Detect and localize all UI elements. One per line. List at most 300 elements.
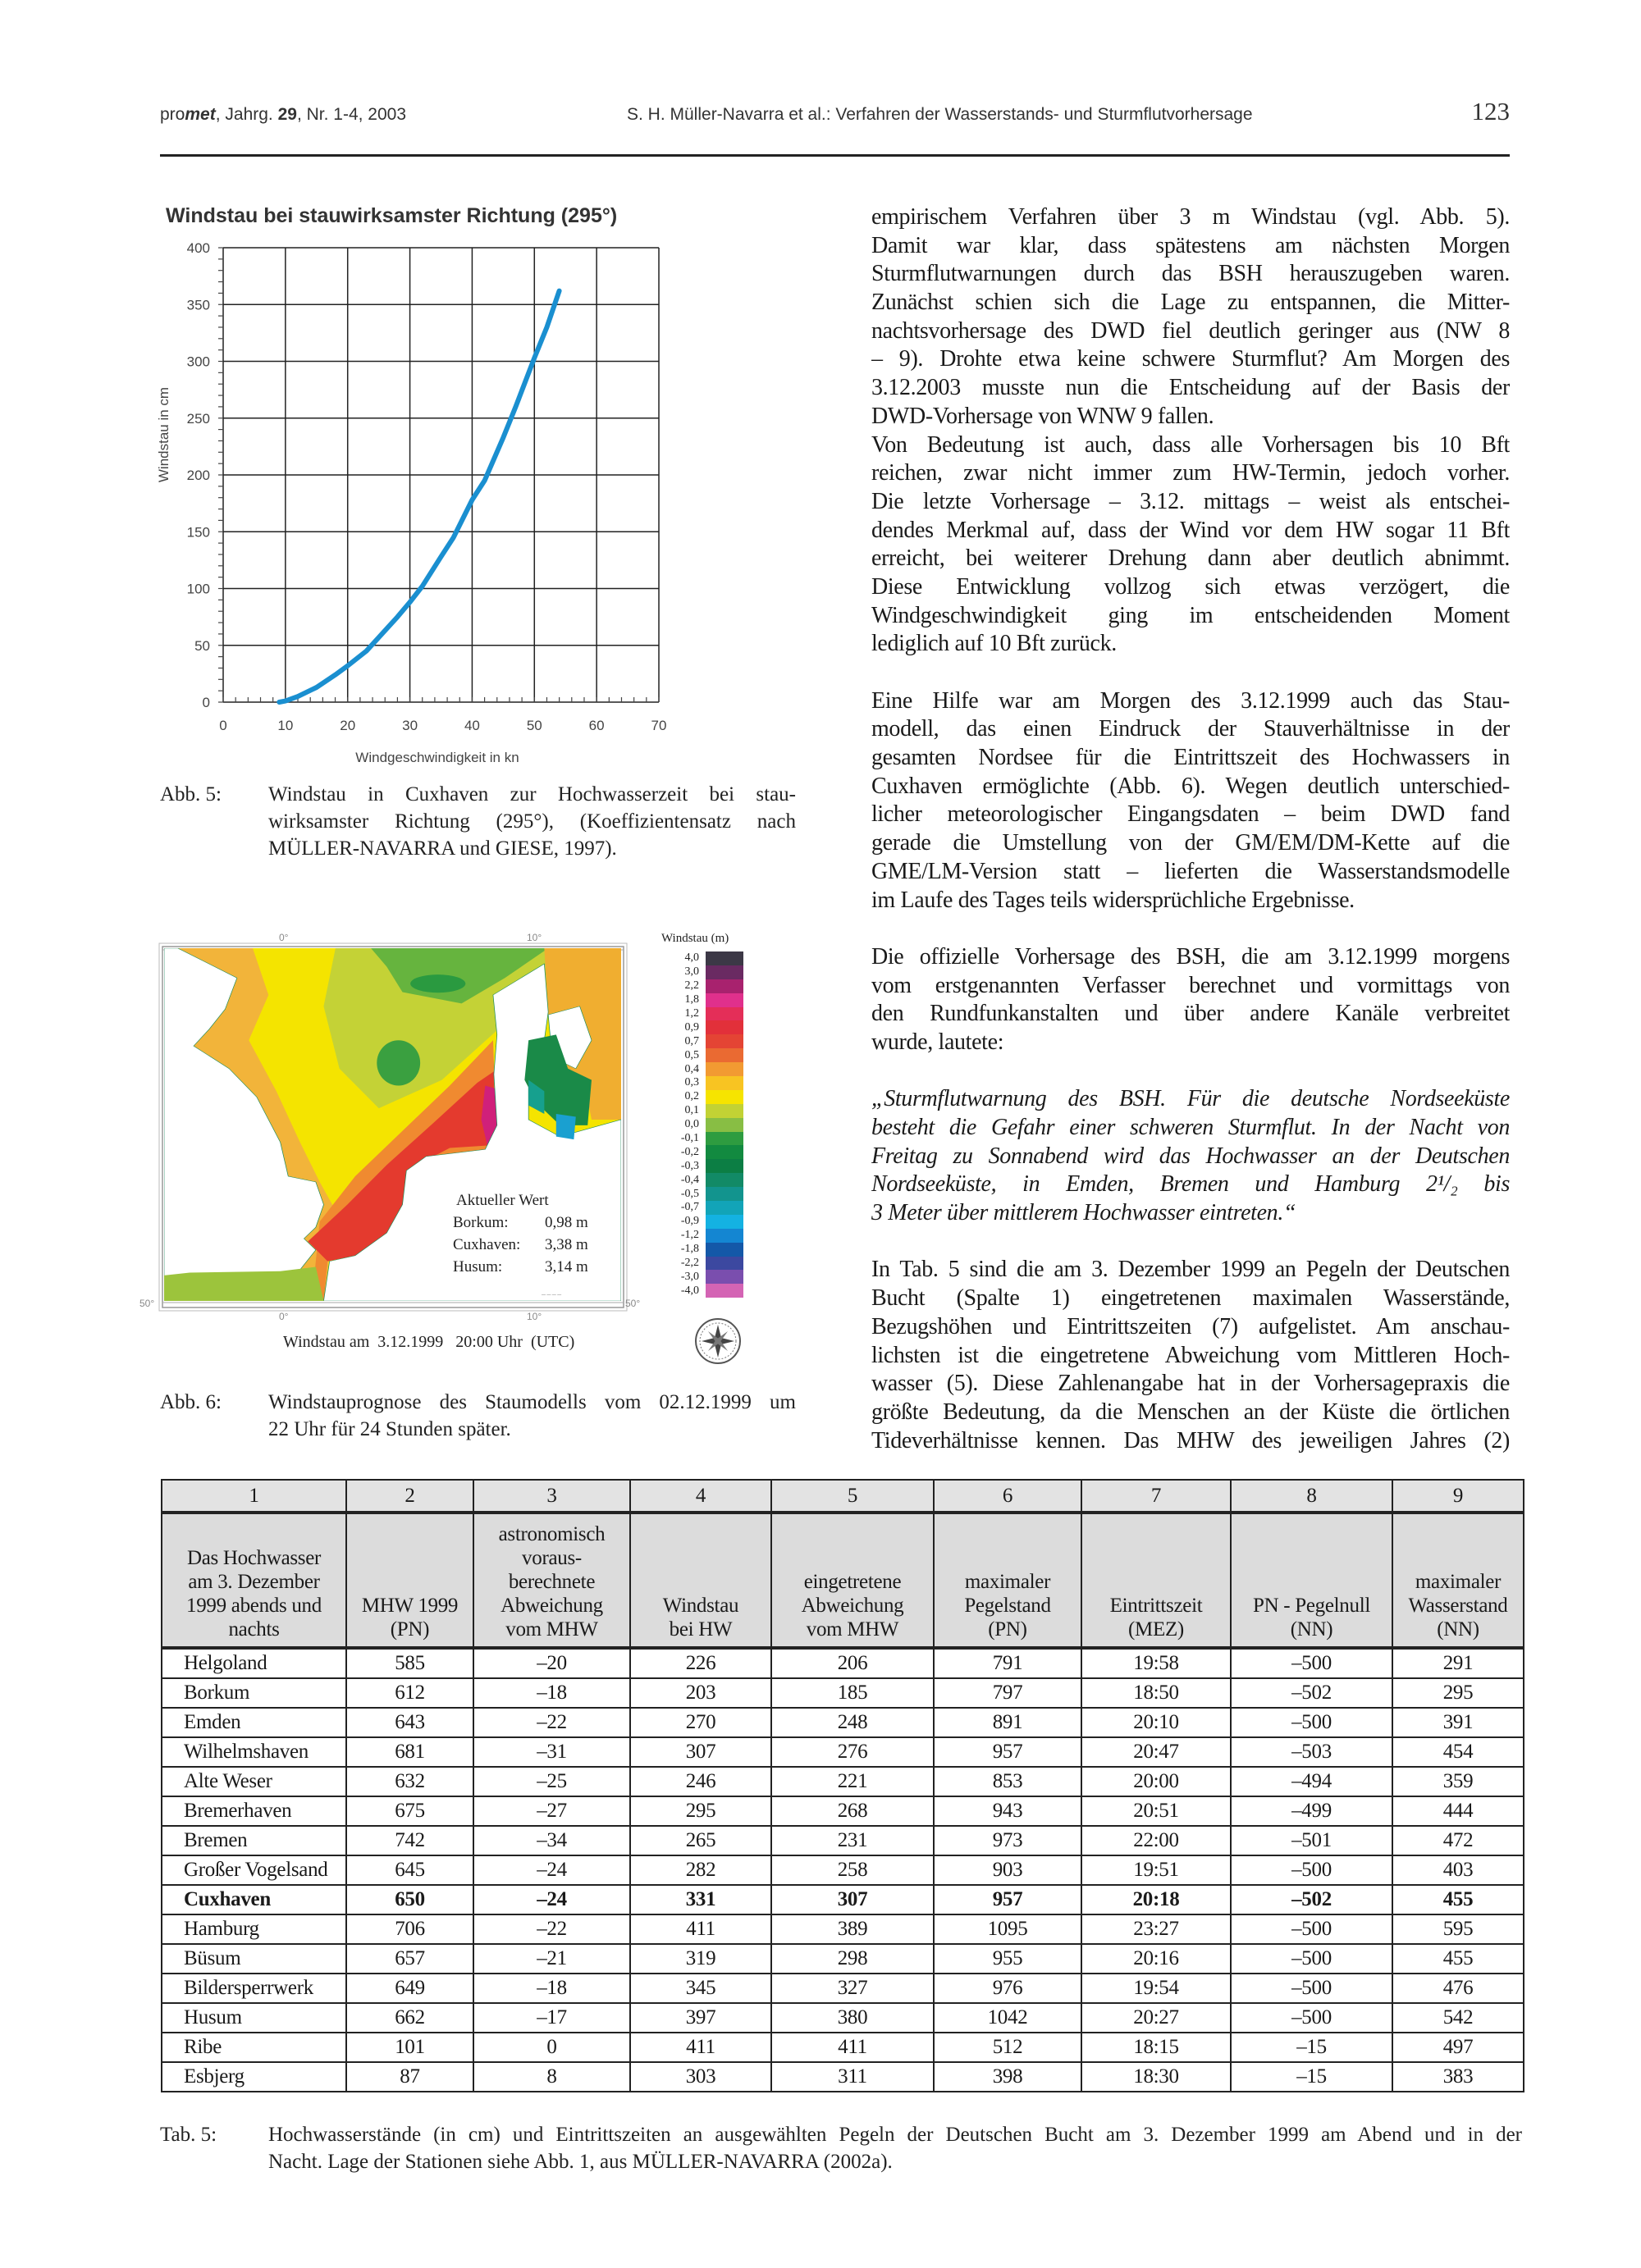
column-number: 8 (1231, 1480, 1392, 1513)
value-cell: 706 (346, 1914, 473, 1944)
legend-swatch (706, 1187, 743, 1201)
value-cell: –503 (1231, 1737, 1392, 1767)
x-tick-label: 50 (526, 718, 542, 733)
text-line: 3 Meter über mittlerem Hochwasser eintreten.“ (871, 1200, 1296, 1226)
y-tick-label: 250 (186, 410, 210, 427)
column-header-line: Pegelstand (964, 1595, 1051, 1617)
text-line: im Laufe des Tages teils widersprüchliche Ergebnisse. (871, 887, 1355, 913)
legend-entry (656, 1159, 763, 1173)
value-cell: 87 (346, 2062, 473, 2092)
legend-swatch (706, 979, 743, 993)
y-tick-label: 50 (194, 637, 210, 654)
legend-entry (656, 1034, 763, 1048)
value-cell: 319 (630, 1944, 771, 1974)
text-line: licher meteorologischer Eingangsdaten – beim DWD fand (871, 801, 1510, 828)
map-subtitle: Windstau am 3.12.1999 20:00 Uhr (UTC) (283, 1333, 575, 1351)
x-tick-label: 70 (651, 718, 667, 733)
legend-entry (656, 1020, 763, 1034)
text-line: Die offizielle Vorhersage des BSH, die am 3.12.1999 morgens (871, 943, 1510, 970)
value-cell: 265 (630, 1826, 771, 1855)
chart-xlabel: Windgeschwindigkeit in kn (355, 750, 519, 765)
legend-label: -4,0 (680, 1284, 699, 1297)
column-number: 1 (162, 1480, 346, 1513)
value-cell: 185 (771, 1678, 934, 1708)
value-cell: 345 (630, 1974, 771, 2003)
value-cell: 291 (1392, 1648, 1524, 1678)
legend-swatch (706, 1159, 743, 1173)
value-cell: 20:16 (1081, 1944, 1231, 1974)
lon-label-10-bottom: 10° (527, 1311, 542, 1321)
value-cell: 472 (1392, 1826, 1524, 1855)
journal-year: , Jahrg. (215, 105, 278, 124)
value-cell: 411 (630, 2033, 771, 2062)
table-row (162, 1855, 1524, 1885)
y-tick-label: 100 (186, 581, 210, 597)
value-cell: 8 (473, 2062, 630, 2092)
column-header-line: vom MHW (505, 1618, 598, 1641)
value-cell: 632 (346, 1767, 473, 1796)
column-header (771, 1513, 934, 1648)
caption-label: Tab. 5: (160, 2124, 217, 2146)
legend-label: -0,9 (680, 1215, 699, 1228)
legend-swatch (706, 1257, 743, 1271)
value-cell: 681 (346, 1737, 473, 1767)
column-header-line: Das Hochwasser (186, 1547, 322, 1569)
value-cell: 20:10 (1081, 1708, 1231, 1737)
legend-label: -1,2 (680, 1229, 699, 1242)
value-cell: 444 (1392, 1796, 1524, 1826)
column-number: 2 (346, 1480, 473, 1513)
legend-entry (656, 1104, 763, 1118)
value-cell: 512 (934, 2033, 1081, 2062)
value-cell: 20:18 (1081, 1885, 1231, 1914)
text-line: besteht die Gefahr einer schweren Sturmflut. In der Nacht von (871, 1115, 1510, 1140)
value-cell: 645 (346, 1855, 473, 1885)
value-cell: 246 (630, 1767, 771, 1796)
table-row (162, 1914, 1524, 1944)
value-cell: 295 (630, 1796, 771, 1826)
legend-title: Windstau (m) (661, 932, 729, 945)
legend-label: 0,7 (684, 1034, 699, 1047)
y-tick-label: 150 (186, 524, 210, 541)
text-line: gerade die Umstellung von der GM/EM/DM-Kette auf die (871, 830, 1510, 856)
station-cell: Cuxhaven (162, 1885, 346, 1914)
value-cell: –494 (1231, 1767, 1392, 1796)
table-row (162, 1648, 1524, 1678)
high-water-table (161, 1479, 1524, 2092)
text-line: Tideverhältnisse kennen. Das MHW des jeweiligen Jahres (2) (871, 1427, 1510, 1453)
legend-label: -1,8 (680, 1243, 699, 1256)
text-line: Sturmflutwarnungen durch das BSH herauszugeben waren. (871, 261, 1510, 287)
legend-label: -0,1 (680, 1132, 699, 1145)
legend-swatch (706, 1270, 743, 1284)
legend-swatch (706, 1007, 743, 1021)
legend-entry (656, 979, 763, 993)
legend-label: -0,3 (680, 1159, 699, 1172)
paragraph (871, 687, 1510, 915)
lat-label-left: 50° (139, 1298, 155, 1309)
legend-swatch (706, 1062, 743, 1076)
column-header-line: PN - Pegelnull (1252, 1595, 1371, 1617)
value-cell: –15 (1231, 2062, 1392, 2092)
station-cell: Esbjerg (162, 2062, 346, 2092)
text-line: GME/LM-Version statt – lieferten die Wasserstandsmodelle (871, 858, 1510, 884)
legend-swatch (706, 1243, 743, 1257)
text-line: Die letzte Vorhersage – 3.12. mittags – weist als entschei- (871, 488, 1510, 514)
value-cell: –34 (473, 1826, 630, 1855)
value-cell: 19:58 (1081, 1648, 1231, 1678)
value-cell: 650 (346, 1885, 473, 1914)
column-number: 7 (1081, 1480, 1231, 1513)
x-tick-label: 0 (219, 718, 227, 733)
value-cell: 20:00 (1081, 1767, 1231, 1796)
x-tick-label: 60 (588, 718, 605, 733)
value-cell: 18:30 (1081, 2062, 1231, 2092)
station-name: Husum: (453, 1258, 503, 1275)
legend-swatch (706, 1104, 743, 1118)
table-row (162, 1974, 1524, 2003)
legend-swatch (706, 1020, 743, 1034)
text-line: Eine Hilfe war am Morgen des 3.12.1999 auch das Stau- (871, 687, 1510, 714)
legend-entry (656, 951, 763, 965)
lat-label-right: 50° (625, 1298, 641, 1309)
text-line: Damit war klar, dass spätestens am nächsten Morgen (871, 232, 1510, 258)
caption-line: Windstau in Cuxhaven zur Hochwasserzeit bei stau- (268, 783, 796, 805)
column-header-line: vom MHW (806, 1618, 899, 1641)
caption-text (268, 1389, 796, 1443)
legend-entry (656, 1132, 763, 1146)
column-header-line: eingetretene (803, 1571, 902, 1593)
legend-label: -0,7 (680, 1201, 699, 1214)
value-cell: –17 (473, 2003, 630, 2033)
text-line: erreicht, bei weiterer Drehung dann aber deutlich abnimmt. (871, 545, 1510, 572)
value-cell: –21 (473, 1944, 630, 1974)
caption-line: Hochwasserstände (in cm) und Eintrittszeiten an ausgewählten Pegeln der Deutschen Bucht am 3. Dezember 1999 am Abend und in der (268, 2124, 1522, 2146)
y-tick-label: 350 (186, 297, 210, 313)
legend-label: 1,8 (684, 993, 699, 1006)
legend-swatch (706, 1118, 743, 1132)
station-cell: Bremerhaven (162, 1796, 346, 1826)
text-line: In Tab. 5 sind die am 3. Dezember 1999 an Pegeln der Deutschen (871, 1257, 1510, 1283)
text-line: Freitag zu Sonnabend wird das Hochwasser an der Deutschen (871, 1143, 1510, 1169)
chart-title: Windstau bei stauwirksamster Richtung (295°) (166, 204, 618, 227)
current-values-list (453, 1212, 588, 1278)
journal-prefix: pro (160, 105, 185, 124)
value-cell: 411 (630, 1914, 771, 1944)
paragraph (871, 1256, 1510, 1455)
column-header-line: bei HW (669, 1618, 733, 1641)
station-cell: Büsum (162, 1944, 346, 1974)
journal-suffix: met (185, 105, 216, 124)
value-cell: 295 (1392, 1678, 1524, 1708)
caption-line: Nacht. Lage der Stationen siehe Abb. 1, aus MÜLLER-NAVARRA (2002a). (268, 2151, 893, 2173)
legend-label: -3,0 (680, 1270, 699, 1283)
legend-label: 3,0 (684, 965, 699, 979)
caption-label: Abb. 5: (160, 783, 222, 805)
table-row (162, 2003, 1524, 2033)
value-cell: 359 (1392, 1767, 1524, 1796)
value-cell: 403 (1392, 1855, 1524, 1885)
legend-entry (656, 1257, 763, 1271)
chart-series-line (279, 291, 559, 702)
legend-swatch (706, 1090, 743, 1104)
value-cell: 327 (771, 1974, 934, 2003)
text-line: wasser (5). Diese Zahlenangabe hat in der Vorhersagepraxis die (871, 1371, 1510, 1397)
value-cell: 311 (771, 2062, 934, 2092)
legend-entry (656, 1270, 763, 1284)
value-cell: –27 (473, 1796, 630, 1826)
station-cell: Bildersperrwerk (162, 1974, 346, 2003)
legend-entry (656, 1118, 763, 1132)
value-cell: –501 (1231, 1826, 1392, 1855)
legend-label: -0,2 (680, 1145, 699, 1158)
legend-swatch (706, 1076, 743, 1090)
value-cell: 397 (630, 2003, 771, 2033)
column-header-row (162, 1513, 1524, 1648)
value-cell: 542 (1392, 2003, 1524, 2033)
map-credit: — — — — (542, 1293, 562, 1298)
value-cell: –500 (1231, 1855, 1392, 1885)
value-cell: –500 (1231, 1708, 1392, 1737)
y-tick-label: 0 (202, 695, 210, 710)
value-cell: –22 (473, 1914, 630, 1944)
value-cell: 19:51 (1081, 1855, 1231, 1885)
value-cell: 476 (1392, 1974, 1524, 2003)
station-cell: Emden (162, 1708, 346, 1737)
column-header-line: Abweichung (501, 1595, 603, 1617)
table-row (162, 1767, 1524, 1796)
value-cell: 248 (771, 1708, 934, 1737)
x-tick-label: 30 (402, 718, 418, 733)
value-cell: 307 (771, 1885, 934, 1914)
text-line: Windgeschwindigkeit ging im entscheidenden Moment (871, 602, 1510, 628)
value-cell: 675 (346, 1796, 473, 1826)
x-tick-label: 40 (464, 718, 480, 733)
legend-label: 0,3 (684, 1076, 699, 1089)
legend-label: -2,2 (680, 1257, 699, 1270)
column-number: 9 (1392, 1480, 1524, 1513)
value-cell: 455 (1392, 1944, 1524, 1974)
value-cell: –500 (1231, 2003, 1392, 2033)
station-name: Borkum: (453, 1214, 509, 1231)
value-cell: 1042 (934, 2003, 1081, 2033)
value-cell: 455 (1392, 1885, 1524, 1914)
station-cell: Husum (162, 2003, 346, 2033)
text-line: lichsten ist die eingetretene Abweichung vom Mittleren Hoch- (871, 1342, 1510, 1368)
text-line: gesamten Nordsee für die Eintrittszeit des Hochwassers in (871, 745, 1510, 771)
value-cell: 955 (934, 1944, 1081, 1974)
legend-swatch (706, 1173, 743, 1187)
column-number-row (162, 1480, 1524, 1513)
value-cell: 612 (346, 1678, 473, 1708)
value-cell: 957 (934, 1737, 1081, 1767)
value-cell: 1095 (934, 1914, 1081, 1944)
column-header-line: maximaler (964, 1571, 1051, 1593)
current-value-row (453, 1212, 588, 1234)
column-header-line: maximaler (1415, 1571, 1502, 1593)
value-cell: 976 (934, 1974, 1081, 2003)
compass-rose-icon (693, 1317, 743, 1366)
value-cell: –502 (1231, 1885, 1392, 1914)
text-line: Cuxhaven ermöglichte (Abb. 6). Wegen deutlich unterschied- (871, 773, 1510, 799)
station-value: 3,14 m (545, 1258, 588, 1275)
value-cell: 18:15 (1081, 2033, 1231, 2062)
value-cell: 258 (771, 1855, 934, 1885)
text-line: nachtsvorhersage des DWD fiel deutlich geringer aus (NW 8 (871, 317, 1510, 344)
column-header-line: am 3. Dezember (188, 1571, 320, 1593)
legend-label: 0,4 (684, 1062, 699, 1075)
legend-entry (656, 1229, 763, 1243)
caption-line: wirksamster Richtung (295°), (Koeffizientensatz nach (268, 810, 796, 833)
value-cell: 903 (934, 1855, 1081, 1885)
storm-surge-map (139, 927, 641, 1321)
column-header-line: MHW 1999 (361, 1595, 459, 1617)
legend-swatch (706, 993, 743, 1007)
column-header-line: (NN) (1437, 1618, 1479, 1641)
legend-entry (656, 1145, 763, 1159)
column-header-line: Abweichung (801, 1595, 904, 1617)
column-header-line: voraus- (522, 1547, 582, 1569)
legend-entry (656, 1243, 763, 1257)
value-cell: 657 (346, 1944, 473, 1974)
legend-entry (656, 1090, 763, 1104)
value-cell: 383 (1392, 2062, 1524, 2092)
value-cell: –18 (473, 1974, 630, 2003)
caption-text (268, 781, 796, 862)
text-line: den Rundfunkanstalten und über andere Kanäle verbreitet (871, 1001, 1510, 1027)
legend-swatch (706, 965, 743, 979)
text-line: wurde, lautete: (871, 1029, 1004, 1055)
lon-label-10-top: 10° (527, 932, 542, 943)
value-cell: 22:00 (1081, 1826, 1231, 1855)
column-header-line: (MEZ) (1128, 1618, 1184, 1641)
value-cell: 270 (630, 1708, 771, 1737)
value-cell: 226 (630, 1648, 771, 1678)
legend-label: 0,1 (684, 1104, 699, 1117)
column-header-line: nachts (228, 1618, 280, 1641)
value-cell: 943 (934, 1796, 1081, 1826)
legend-swatch (706, 1215, 743, 1229)
legend-entry (656, 1201, 763, 1215)
table-row (162, 2062, 1524, 2092)
lon-label-0-bottom: 0° (279, 1311, 289, 1321)
column-header-line: (NN) (1290, 1618, 1333, 1641)
column-header (162, 1513, 346, 1648)
station-cell: Borkum (162, 1678, 346, 1708)
column-header-line: (PN) (988, 1618, 1027, 1641)
value-cell: 18:50 (1081, 1678, 1231, 1708)
chart-grid (223, 248, 659, 702)
x-tick-label: 20 (340, 718, 356, 733)
text-line: Diese Entwicklung vollzog sich etwas verzögert, die (871, 573, 1510, 600)
value-cell: 20:47 (1081, 1737, 1231, 1767)
text-line: DWD-Vorhersage von WNW 9 fallen. (871, 403, 1214, 429)
table-row (162, 1944, 1524, 1974)
value-cell: –500 (1231, 1648, 1392, 1678)
column-number: 5 (771, 1480, 934, 1513)
value-cell: 398 (934, 2062, 1081, 2092)
column-header-line: berechnete (508, 1571, 596, 1593)
text-line: 3.12.2003 musste nun die Entscheidung auf der Basis der (871, 375, 1510, 401)
text-line: Bezugshöhen und Eintrittszeiten (7) aufgelistet. Am anschau- (871, 1313, 1510, 1339)
column-header (473, 1513, 630, 1648)
table-row (162, 1708, 1524, 1737)
text-line: Nordseeküste, in Emden, Bremen und Hamburg 2¹/₂ bis (871, 1171, 1510, 1198)
legend-swatch (706, 1201, 743, 1215)
column-number: 4 (630, 1480, 771, 1513)
text-line: – 9). Drohte etwa keine schwere Sturmflut? Am Morgen des (871, 346, 1510, 372)
value-cell: –500 (1231, 1944, 1392, 1974)
text-line: Zunächst schien sich die Lage zu entspannen, die Mitter- (871, 290, 1510, 316)
text-line: vom erstgenannten Verfasser berechnet und vormittags von (871, 972, 1510, 998)
value-cell: 891 (934, 1708, 1081, 1737)
text-line: empirischem Verfahren über 3 m Windstau (vgl. Abb. 5). (871, 204, 1510, 230)
legend-label: 1,2 (684, 1007, 699, 1020)
value-cell: 20:27 (1081, 2003, 1231, 2033)
legend-entry (656, 1284, 763, 1298)
lon-label-0-top: 0° (279, 932, 289, 943)
value-cell: 973 (934, 1826, 1081, 1855)
value-cell: 585 (346, 1648, 473, 1678)
body-text-column (871, 203, 1510, 1484)
caption-line: Windstauprognose des Staumodells vom 02.12.1999 um (268, 1391, 796, 1413)
legend-swatch (706, 951, 743, 965)
legend-entry (656, 1076, 763, 1090)
text-line: „Sturmflutwarnung des BSH. Für die deutsche Nordseeküste (871, 1086, 1510, 1112)
value-cell: 23:27 (1081, 1914, 1231, 1944)
legend-entry (656, 993, 763, 1007)
value-cell: 391 (1392, 1708, 1524, 1737)
legend-swatch (706, 1034, 743, 1048)
station-cell: Helgoland (162, 1648, 346, 1678)
station-value: 3,38 m (545, 1236, 588, 1253)
current-value-row (453, 1234, 588, 1256)
station-cell: Großer Vogelsand (162, 1855, 346, 1885)
chart-ylabel: Windstau in cm (156, 386, 171, 483)
table-row (162, 1678, 1524, 1708)
value-cell: 957 (934, 1885, 1081, 1914)
station-cell: Hamburg (162, 1914, 346, 1944)
value-cell: 101 (346, 2033, 473, 2062)
value-cell: 380 (771, 2003, 934, 2033)
journal-issue: , Nr. 1-4, 2003 (296, 105, 407, 124)
column-number: 6 (934, 1480, 1081, 1513)
value-cell: –24 (473, 1855, 630, 1885)
station-cell: Bremen (162, 1826, 346, 1855)
station-cell: Alte Weser (162, 1767, 346, 1796)
value-cell: 20:51 (1081, 1796, 1231, 1826)
page-number: 123 (1471, 97, 1510, 125)
table-row (162, 1885, 1524, 1914)
legend-label: -0,4 (680, 1173, 699, 1186)
paragraph (871, 203, 1510, 659)
chart-tick-labels (187, 240, 667, 733)
text-line: größte Bedeutung, da die Menschen an der Küste die örtlichen (871, 1399, 1510, 1425)
legend-entry (656, 1048, 763, 1062)
value-cell: –15 (1231, 2033, 1392, 2062)
value-cell: 268 (771, 1796, 934, 1826)
value-cell: 231 (771, 1826, 934, 1855)
value-cell: 643 (346, 1708, 473, 1737)
current-values-box (453, 1189, 588, 1278)
text-line: Bucht (Spalte 1) eingetretenen maximalen Wasserstände, (871, 1285, 1510, 1312)
column-header (630, 1513, 771, 1648)
text-line: reichen, zwar nicht immer zum HW-Termin, jedoch vorher. (871, 460, 1510, 486)
paragraph (871, 943, 1510, 1057)
value-cell: 303 (630, 2062, 771, 2092)
value-cell: 307 (630, 1737, 771, 1767)
value-cell: 0 (473, 2033, 630, 2062)
